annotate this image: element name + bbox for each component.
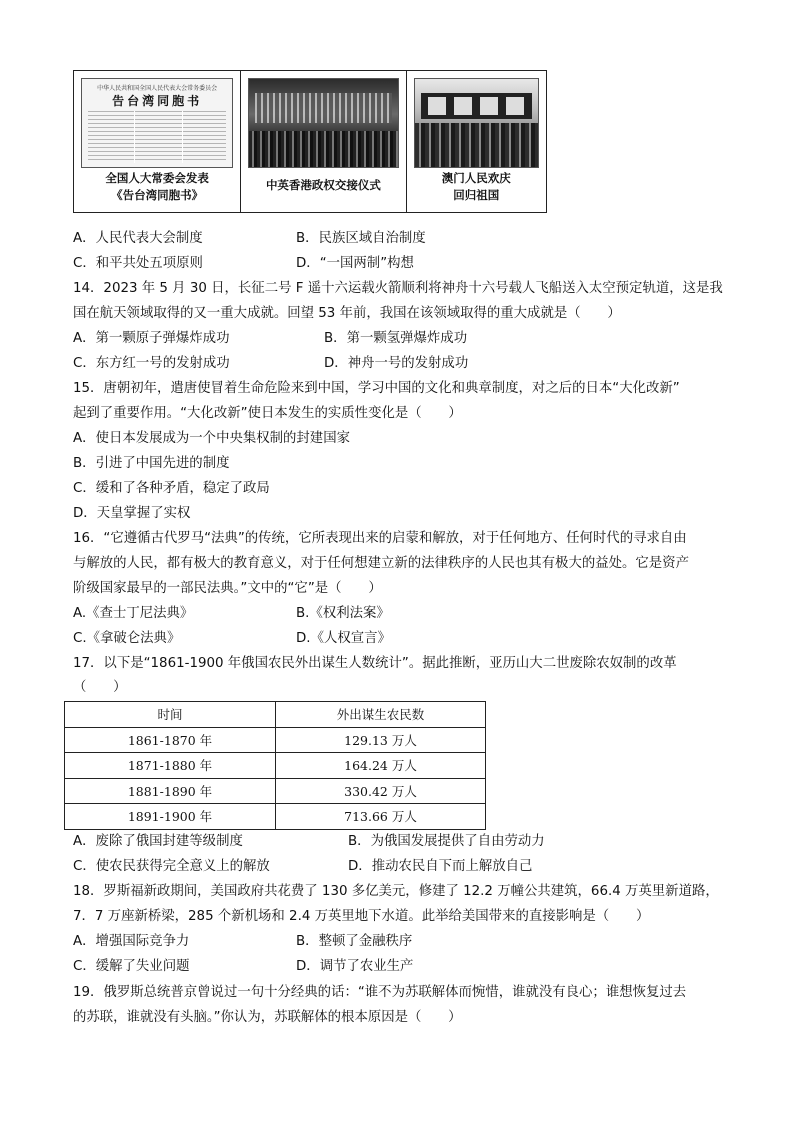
caption-line: 回归祖国 [453,188,500,202]
q19-stem-line: 19．俄罗斯总统普京曾说过一句十分经典的话：“谁不为苏联解体而惋惜，谁就没有良心；谁想恢复过去 [73,985,687,1000]
q16-stem-line: 16．“它遵循古代罗马“法典”的传统，它所表现出来的启蒙和解放，对于任何地方、任何时代的寻求自由 [73,531,687,546]
newspaper-column-gap [182,111,183,163]
table-row [65,804,486,830]
q18-stem-line: 7．7 万座新桥梁，285 个新机场和 2.4 万英里地下水道。此举给美国带来的直接影响是（ ） [73,909,650,924]
q16-option-a[interactable]: A.《查士丁尼法典》 [73,606,194,621]
table-cell: 1881-1890 年 [65,778,276,804]
q15-option-a[interactable]: A．使日本发展成为一个中央集权制的封建国家 [73,431,350,446]
q14-option-d[interactable]: D．神舟一号的发射成功 [324,356,469,371]
photo-panel-taiwan-letter [74,71,241,212]
q14-stem-line: 国在航天领域取得的又一重大成就。回望 53 年前，我国在该领域取得的重大成就是（ ） [73,306,621,321]
q17-stem-line: （ ） [73,680,127,695]
table-header-count: 外出谋生农民数 [276,702,486,728]
q18-option-a[interactable]: A．增强国际竞争力 [73,934,190,949]
celebrating-crowd [415,123,538,167]
q16-option-b[interactable]: B.《权利法案》 [296,606,390,621]
q13-option-c[interactable]: C．和平共处五项原则 [73,256,203,271]
q18-stem-line: 18．罗斯福新政期间，美国政府共花费了 130 多亿美元，修建了 12.2 万幢公共建筑，66.4 万英里新道路， [73,884,719,899]
banner-character-block [504,95,526,117]
q15-option-b[interactable]: B．引进了中国先进的制度 [73,456,230,471]
celebration-banner [421,93,532,119]
caption-line: 中英香港政权交接仪式 [265,178,381,192]
newspaper-masthead: 中华人民共和国全国人民代表大会常务委员会 [97,85,218,92]
newspaper-text-lines [88,111,226,163]
photo-panel-macau-return [407,71,546,212]
table-cell: 164.24 万人 [276,753,486,779]
q14-stem-line: 14．2023 年 5 月 30 日，长征二号 F 遥十六运载火箭顺利将神舟十六号载人飞船送入太空预定轨道，这是我 [73,281,723,296]
q13-option-a[interactable]: A．人民代表大会制度 [73,231,203,246]
ceremony-stage [255,93,391,123]
q15-option-c[interactable]: C．缓和了各种矛盾，稳定了政局 [73,481,270,496]
table-cell: 1891-1900 年 [65,804,276,830]
q15-stem-line: 15．唐朝初年，遣唐使冒着生命危险来到中国，学习中国的文化和典章制度，对之后的日本“大化改新” [73,381,680,396]
q13-option-b[interactable]: B．民族区域自治制度 [296,231,426,246]
caption-line: 《告台湾同胞书》 [111,188,204,202]
photo-caption [74,170,240,204]
q17-option-c[interactable]: C．使农民获得完全意义上的解放 [73,859,270,874]
q17-option-a[interactable]: A．废除了俄国封建等级制度 [73,834,243,849]
photo-caption [407,170,546,204]
newspaper-column-gap [134,111,135,163]
table-header-time: 时间 [65,702,276,728]
q17-stem-line: 17．以下是“1861-1900 年俄国农民外出谋生人数统计”。据此推断，亚历山大二世废除农奴制的改革 [73,656,677,671]
q17-option-b[interactable]: B．为俄国发展提供了自由劳动力 [348,834,545,849]
q19-stem-line: 的苏联，谁就没有头脑。”你认为，苏联解体的根本原因是（ ） [73,1010,462,1025]
q16-option-d[interactable]: D.《人权宣言》 [296,631,391,646]
table-row [65,778,486,804]
banner-character-block [426,95,448,117]
table-header-row [65,702,486,728]
table-cell: 129.13 万人 [276,727,486,753]
q16-option-c[interactable]: C.《拿破仑法典》 [73,631,181,646]
table-row [65,753,486,779]
table-row [65,727,486,753]
banner-character-block [478,95,500,117]
q14-option-c[interactable]: C．东方红一号的发射成功 [73,356,230,371]
table-cell: 1871-1880 年 [65,753,276,779]
caption-line: 澳门人民欢庆 [441,171,511,185]
q16-stem-line: 与解放的人民，都有极大的教育意义，对于任何想建立新的法律秩序的人民也其有极大的益处。它是资产 [73,556,689,571]
table-cell: 330.42 万人 [276,778,486,804]
q18-option-d[interactable]: D．调节了农业生产 [296,959,414,974]
handover-ceremony-photo [248,78,398,168]
q16-stem-line: 阶级国家最早的一部民法典。”文中的“它”是（ ） [73,581,382,596]
q18-option-c[interactable]: C．缓解了失业问题 [73,959,190,974]
caption-line: 全国人大常委会发表 [105,171,209,185]
q15-stem-line: 起到了重要作用。“大化改新”使日本发生的实质性变化是（ ） [73,406,462,421]
q18-option-b[interactable]: B．整顿了金融秩序 [296,934,413,949]
peasant-migration-table [64,701,486,830]
photo-caption [241,177,405,194]
q14-option-b[interactable]: B．第一颗氢弹爆炸成功 [324,331,468,346]
newspaper-headline: 告台湾同胞书 [112,94,203,108]
q14-option-a[interactable]: A．第一颗原子弹爆炸成功 [73,331,230,346]
table-cell: 713.66 万人 [276,804,486,830]
ceremony-audience [249,131,397,167]
photo-panel-hk-handover [241,71,406,212]
newspaper-photo [81,78,233,168]
banner-character-block [452,95,474,117]
historical-photos-figure [73,70,547,213]
macau-celebration-photo [414,78,539,168]
table-cell: 1861-1870 年 [65,727,276,753]
q17-option-d[interactable]: D．推动农民自下而上解放自己 [348,859,533,874]
q15-option-d[interactable]: D．天皇掌握了实权 [73,506,191,521]
q13-option-d[interactable]: D．“一国两制”构想 [296,256,414,271]
